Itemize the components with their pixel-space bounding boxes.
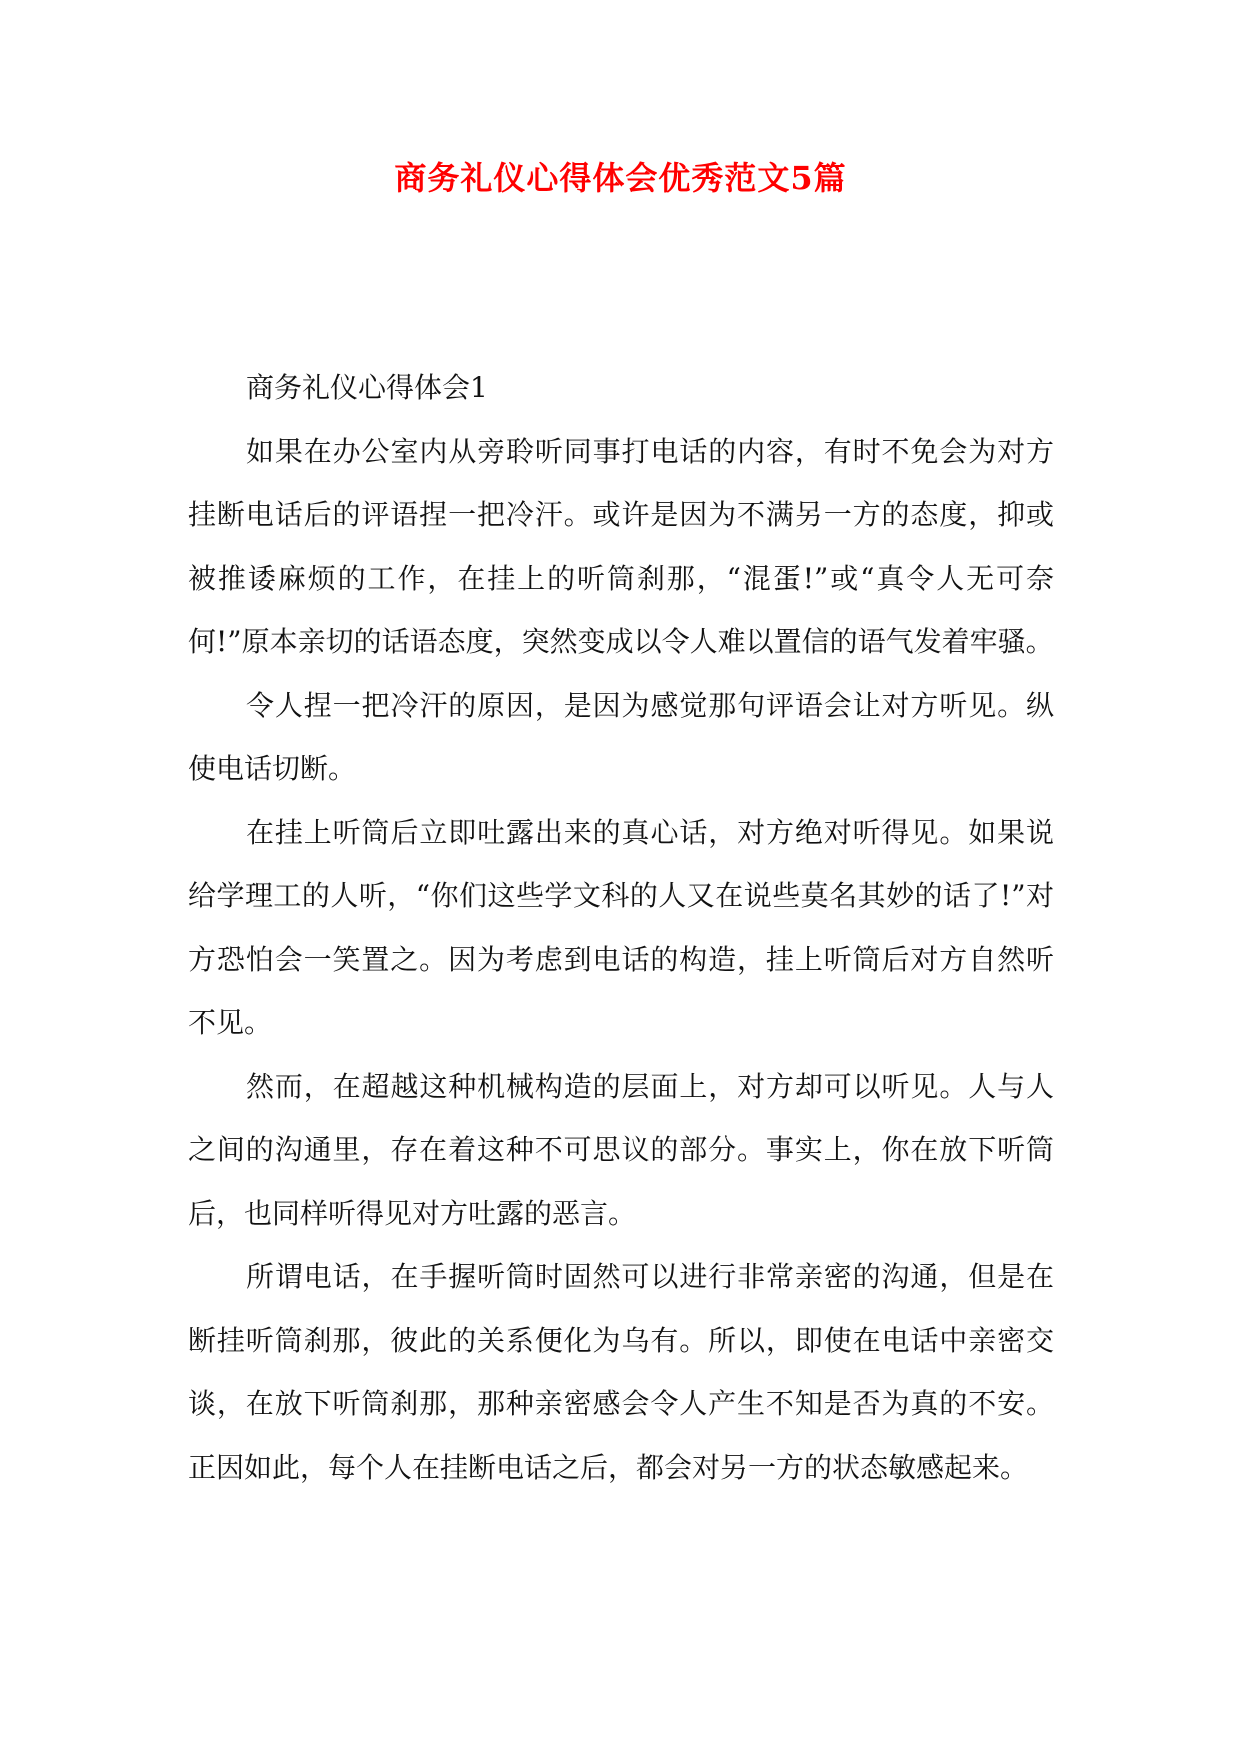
- document-body: [188, 356, 1054, 1499]
- document-title: 商务礼仪心得体会优秀范文5篇: [394, 159, 847, 197]
- paragraph: 令人捏一把冷汗的原因，是因为感觉那句评语会让对方听见。纵使电话切断。: [188, 688, 1054, 785]
- paragraph: 然而，在超越这种机械构造的层面上，对方却可以听见。人与人之间的沟通里，存在着这种不可思议的部分。事实上，你在放下听筒后，也同样听得见对方吐露的恶言。: [188, 1069, 1054, 1230]
- paragraph: 所谓电话，在手握听筒时固然可以进行非常亲密的沟通，但是在断挂听筒刹那，彼此的关系便化为乌有。所以，即使在电话中亲密交谈，在放下听筒刹那，那种亲密感会令人产生不知是否为真的不安。正因如此，每个人在挂断电话之后，都会对另一方的状态敏感起来。: [188, 1260, 1054, 1484]
- section-heading: 商务礼仪心得体会1: [246, 371, 488, 404]
- paragraph: 如果在办公室内从旁聆听同事打电话的内容，有时不免会为对方挂断电话后的评语捏一把冷汗。或许是因为不满另一方的态度，抑或被推诿麻烦的工作，在挂上的听筒刹那，“混蛋!”或“真令人无可奈何!”原本亲切的话语态度，突然变成以令人难以置信的语气发着牢骚。: [188, 434, 1054, 658]
- paragraph: 在挂上听筒后立即吐露出来的真心话，对方绝对听得见。如果说给学理工的人听，“你们这些学文科的人又在说些莫名其妙的话了!”对方恐怕会一笑置之。因为考虑到电话的构造，挂上听筒后对方自然听不见。: [188, 815, 1054, 1039]
